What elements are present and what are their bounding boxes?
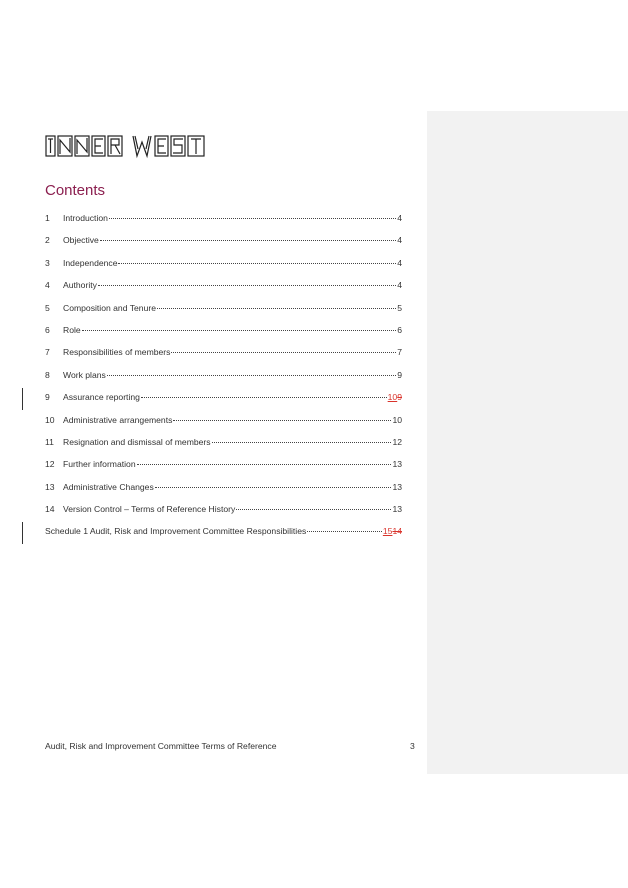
toc-entry-4[interactable] <box>45 280 402 302</box>
toc-entry-13[interactable] <box>45 482 402 504</box>
toc-entry-1[interactable] <box>45 213 402 235</box>
toc-number: 4 <box>45 280 50 291</box>
deleted-page-number: 9 <box>397 392 402 403</box>
toc-number: 5 <box>45 302 50 313</box>
toc-leader <box>157 308 396 309</box>
toc-title: Version Control – Terms of Reference History <box>63 504 236 515</box>
toc-entry-5[interactable] <box>45 303 402 325</box>
toc-leader <box>173 420 391 421</box>
toc-leader <box>118 263 396 264</box>
toc-title: Introduction <box>63 213 108 223</box>
toc-entry-9[interactable] <box>45 392 402 414</box>
toc-number: 3 <box>45 257 50 268</box>
toc-page: 4 <box>397 213 402 223</box>
toc-leader <box>155 487 392 488</box>
toc-page: 9 <box>397 369 402 380</box>
toc-number: 12 <box>45 459 55 470</box>
contents-heading: Contents <box>45 182 106 199</box>
toc-page: 13 <box>392 504 402 515</box>
toc-entry-schedule-1[interactable] <box>45 526 402 548</box>
toc-number: 14 <box>45 504 55 515</box>
toc-page: 6 <box>397 324 402 335</box>
toc-number: 10 <box>45 414 55 425</box>
toc-entry-11[interactable] <box>45 437 402 459</box>
toc-leader <box>100 240 396 241</box>
toc-title: Responsibilities of members <box>63 347 171 358</box>
toc-number: 6 <box>45 324 50 335</box>
toc-leader <box>109 218 396 219</box>
toc-page: 4 <box>397 257 402 268</box>
toc-number: 2 <box>45 235 50 246</box>
toc-number: 1 <box>45 213 50 223</box>
toc-title: Assurance reporting <box>63 392 140 403</box>
toc-leader <box>82 330 397 331</box>
change-bar <box>22 522 23 544</box>
toc-page: 7 <box>397 347 402 358</box>
toc-title: Schedule 1 Audit, Risk and Improvement Committee Responsibilities <box>45 526 307 537</box>
toc-page: 13 <box>392 481 402 492</box>
toc-leader <box>107 375 396 376</box>
toc-title: Independence <box>63 257 118 268</box>
toc-number: 9 <box>45 392 50 403</box>
toc-entry-6[interactable] <box>45 325 402 347</box>
toc-entry-8[interactable] <box>45 370 402 392</box>
toc-leader <box>141 397 387 398</box>
inserted-page-number: 10 <box>387 392 398 403</box>
toc-page <box>383 526 402 536</box>
toc-leader <box>236 509 391 510</box>
toc-number: 8 <box>45 369 50 380</box>
toc-page: 4 <box>397 235 402 246</box>
toc-entry-2[interactable] <box>45 235 402 257</box>
toc-entry-7[interactable] <box>45 347 402 369</box>
toc-page: 4 <box>397 280 402 291</box>
toc-number: 7 <box>45 347 50 358</box>
toc-title: Administrative arrangements <box>63 414 173 425</box>
change-bar <box>22 388 23 410</box>
table-of-contents <box>45 213 402 549</box>
toc-title: Resignation and dismissal of members <box>63 436 211 447</box>
comment-pane <box>427 111 628 774</box>
toc-page: 13 <box>392 459 402 470</box>
toc-title: Objective <box>63 235 99 246</box>
toc-title: Work plans <box>63 369 106 380</box>
inner-west-logo <box>45 133 223 159</box>
toc-leader <box>171 352 396 353</box>
toc-entry-12[interactable] <box>45 459 402 481</box>
toc-number: 11 <box>45 436 54 447</box>
toc-leader <box>212 442 392 443</box>
toc-entry-14[interactable] <box>45 504 402 526</box>
deleted-page-number: 14 <box>392 526 402 537</box>
toc-title: Administrative Changes <box>63 481 154 492</box>
toc-title: Role <box>63 324 81 335</box>
toc-page: 5 <box>397 302 402 313</box>
toc-page: 10 <box>392 414 402 425</box>
toc-page: 12 <box>392 436 402 447</box>
toc-leader <box>98 285 396 286</box>
toc-entry-10[interactable] <box>45 415 402 437</box>
toc-page <box>388 392 402 402</box>
toc-number: 13 <box>45 481 55 492</box>
toc-title: Authority <box>63 280 97 291</box>
toc-title: Composition and Tenure <box>63 302 156 313</box>
footer-page-number: 3 <box>410 741 415 751</box>
toc-entry-3[interactable] <box>45 258 402 280</box>
toc-leader <box>137 464 392 465</box>
footer-title: Audit, Risk and Improvement Committee Terms of Reference <box>45 741 277 751</box>
toc-leader <box>307 531 382 532</box>
toc-title: Further information <box>63 459 136 470</box>
inserted-page-number: 15 <box>382 526 393 537</box>
